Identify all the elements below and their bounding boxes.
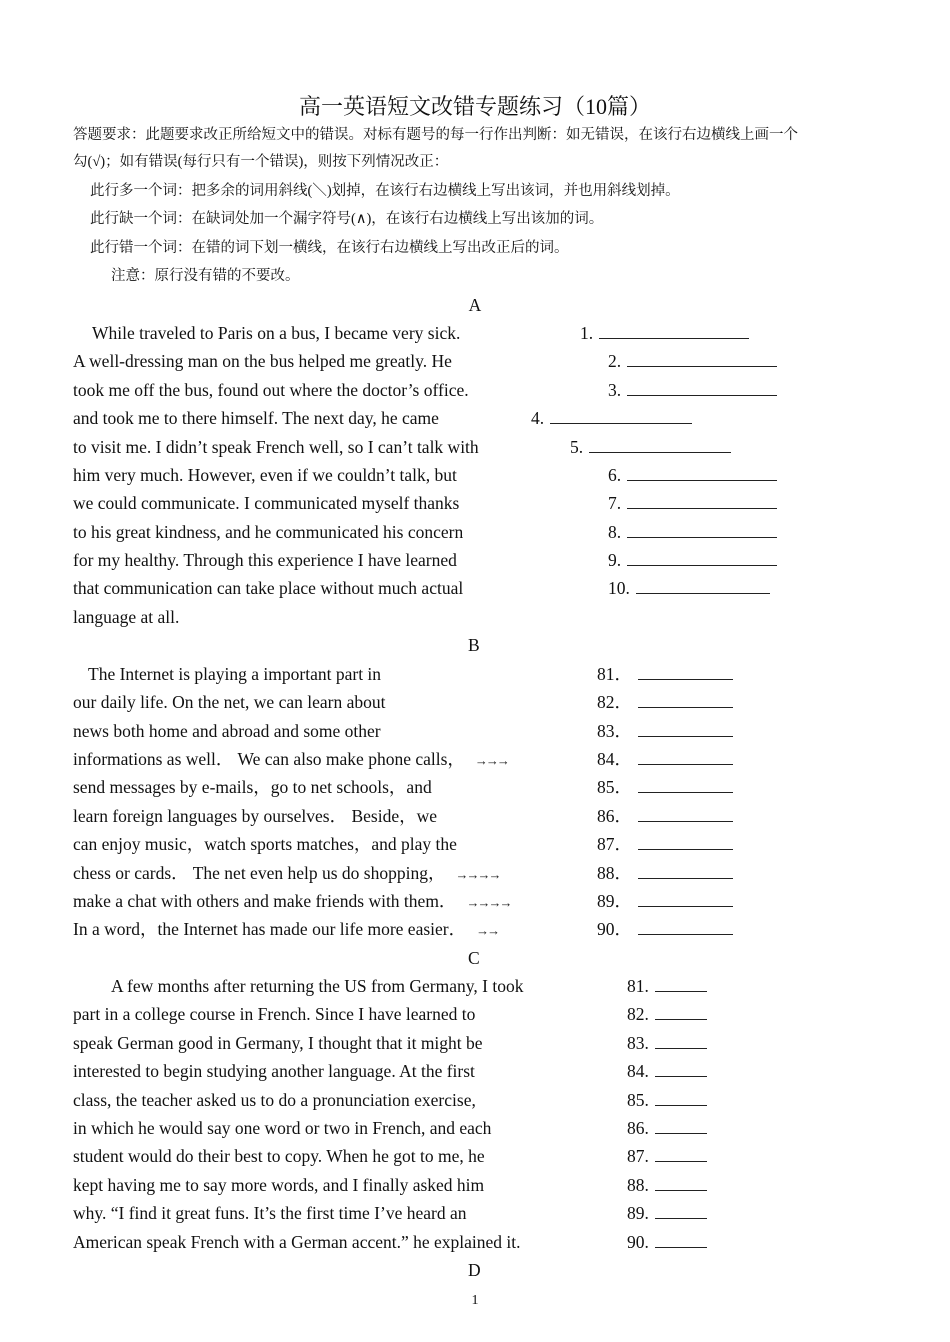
answer-item-b83[interactable] [597,720,733,742]
section-a-line: and took me to there himself. The next day, he came [73,408,439,428]
section-c-line: class, the teacher asked us to do a pronunciation exercise, [73,1090,476,1110]
section-a-line: to his great kindness, and he communicated his concern [73,522,464,542]
arrow-icon: →→→ [474,753,508,768]
answer-item-b81[interactable] [597,663,733,685]
section-a-line: to visit me. I didn’t speak French well, so I can’t talk with [73,437,479,457]
answer-number: 90. [627,1232,649,1252]
answer-number: 10. [608,578,630,598]
answer-number: 1. [580,323,594,343]
section-c-line: speak German good in Germany, I thought that it might be [73,1033,483,1053]
instructions-line-4: 此行缺一个词：在缺词处加一个漏字符号(∧)，在该行右边横线上写出该加的词。 [90,211,604,227]
answer-number: 82. [627,1004,649,1024]
section-a-label: A [468,295,482,315]
answer-number: 9. [608,550,622,570]
answer-item-b88[interactable] [597,862,733,884]
section-b-line-9 [73,890,510,914]
answer-item-c85[interactable] [627,1089,707,1111]
answer-blank[interactable] [638,777,733,793]
section-b-line-8 [73,862,499,886]
section-c-line: kept having me to say more words, and I finally asked him [73,1175,485,1195]
answer-blank[interactable] [627,493,777,509]
arrow-icon: →→→→ [466,895,511,910]
section-c-line: why. “I find it great funs. It’s the first time I’ve heard an [73,1203,467,1223]
answer-number: 3. [608,380,622,400]
answer-number: 82． [597,692,632,712]
answer-blank[interactable] [655,1175,707,1191]
section-a-line: that communication can take place without much actual [73,578,464,598]
answer-number: 4. [531,408,545,428]
answer-number: 84. [627,1061,649,1081]
section-c-line: part in a college course in French. Since I have learned to [73,1004,476,1024]
page-number: 1 [471,1293,479,1308]
answer-blank[interactable] [655,1232,707,1248]
answer-blank[interactable] [638,749,733,765]
section-c-line: in which he would say one word or two in French, and each [73,1118,492,1138]
answer-item-3[interactable] [608,379,777,401]
answer-blank[interactable] [638,834,733,850]
answer-number: 81． [597,664,632,684]
section-b-line: informations as well． We can also make phone calls， [73,749,465,769]
answer-blank[interactable] [589,437,731,453]
answer-blank[interactable] [655,1203,707,1219]
answer-item-b82[interactable] [597,691,733,713]
section-c-line: interested to begin studying another language. At the first [73,1061,475,1081]
section-d-label: D [468,1260,481,1280]
answer-blank[interactable] [627,380,777,396]
answer-item-c87[interactable] [627,1145,707,1167]
section-b-line: chess or cards． The net even help us do shopping， [73,863,446,883]
answer-blank[interactable] [627,550,777,566]
answer-item-b85[interactable] [597,776,733,798]
answer-number: 6. [608,465,622,485]
answer-number: 89. [627,1203,649,1223]
section-b-label: B [468,635,480,655]
answer-blank[interactable] [627,465,777,481]
section-c-line: A few months after returning the US from Germany, I took [111,976,524,996]
section-b-line: news both home and abroad and some other [73,721,381,741]
answer-blank[interactable] [655,1033,707,1049]
arrow-icon: →→ [476,923,499,938]
answer-item-9[interactable] [608,549,777,571]
instructions-note: 注意：原行没有错的不要改。 [111,268,300,284]
section-a-line: him very much. However, even if we couldn’t talk, but [73,465,457,485]
answer-number: 8. [608,522,622,542]
section-c-line: American speak French with a German accent.” he explained it. [73,1232,521,1252]
instructions-line-5: 此行错一个词：在错的词下划一横线，在该行右边横线上写出改正后的词。 [90,240,569,256]
answer-number: 87． [597,834,632,854]
answer-blank[interactable] [599,323,749,339]
answer-blank[interactable] [655,1118,707,1134]
answer-blank[interactable] [655,1004,707,1020]
answer-number: 85． [597,777,632,797]
answer-blank[interactable] [638,721,733,737]
answer-blank[interactable] [638,806,733,822]
section-a-line: A well-dressing man on the bus helped me greatly. He [73,351,452,371]
answer-number: 86. [627,1118,649,1138]
answer-item-c81[interactable] [627,975,707,997]
answer-item-c89[interactable] [627,1202,707,1224]
answer-number: 89． [597,891,632,911]
answer-item-c86[interactable] [627,1117,707,1139]
answer-blank[interactable] [655,1146,707,1162]
answer-item-b89[interactable] [597,890,733,912]
answer-item-8[interactable] [608,521,777,543]
answer-number: 88. [627,1175,649,1195]
arrow-icon: →→→→ [455,867,500,882]
answer-number: 85. [627,1090,649,1110]
answer-number: 86． [597,806,632,826]
answer-item-c82[interactable] [627,1003,707,1025]
section-b-line: make a chat with others and make friends with them． [73,891,457,911]
section-a-line: While traveled to Paris on a bus, I became very sick. [92,323,461,343]
answer-blank[interactable] [655,976,707,992]
answer-number: 83． [597,721,632,741]
answer-item-1[interactable] [580,322,749,344]
answer-blank[interactable] [655,1090,707,1106]
answer-blank[interactable] [638,692,733,708]
section-b-line: send messages by e-mails，go to net schools，and [73,777,432,797]
answer-number: 83. [627,1033,649,1053]
answer-blank[interactable] [636,578,770,594]
instructions-line-3: 此行多一个词：把多余的词用斜线(＼)划掉，在该行右边横线上写出该词，并也用斜线划掉。 [90,183,680,199]
answer-blank[interactable] [638,863,733,879]
answer-item-b84[interactable] [597,748,733,770]
answer-item-c83[interactable] [627,1032,707,1054]
answer-number: 81. [627,976,649,996]
section-b-line: In a word，the Internet has made our life more easier． [73,919,467,939]
answer-item-b86[interactable] [597,805,733,827]
answer-number: 90． [597,919,632,939]
answer-number: 7. [608,493,622,513]
section-a-line: took me off the bus, found out where the doctor’s office. [73,380,469,400]
section-b-line: The Internet is playing a important part in [88,664,382,684]
answer-item-6[interactable] [608,464,777,486]
answer-item-7[interactable] [608,492,777,514]
section-a-line: we could communicate. I communicated myself thanks [73,493,460,513]
answer-blank[interactable] [655,1061,707,1077]
answer-item-4[interactable] [531,407,692,429]
section-b-line: our daily life. On the net, we can learn about [73,692,386,712]
instructions-line-1: 答题要求：此题要求改正所给短文中的错误。对标有题号的每一行作出判断：如无错误，在该行右边横线上画一个 [73,127,798,143]
section-a-line: language at all. [73,607,180,627]
answer-number: 88． [597,863,632,883]
section-b-line: can enjoy music，watch sports matches，and play the [73,834,457,854]
answer-blank[interactable] [627,522,777,538]
answer-blank[interactable] [638,919,733,935]
section-b-line: learn foreign languages by ourselves． Beside，we [73,806,437,826]
section-b-line-4 [73,748,508,772]
page-title: 高一英语短文改错专题练习（10篇） [298,94,651,119]
answer-blank[interactable] [638,664,733,680]
answer-item-2[interactable] [608,350,777,372]
section-a-line: for my healthy. Through this experience I have learned [73,550,457,570]
answer-blank[interactable] [638,891,733,907]
answer-item-c90[interactable] [627,1231,707,1253]
answer-item-10[interactable] [608,577,770,599]
answer-item-b90[interactable] [597,918,733,940]
section-b-line-10 [73,918,498,942]
answer-number: 87. [627,1146,649,1166]
answer-item-b87[interactable] [597,833,733,855]
section-c-line: student would do their best to copy. When he got to me, he [73,1146,485,1166]
section-c-label: C [468,948,480,968]
answer-item-c88[interactable] [627,1174,707,1196]
answer-number: 84． [597,749,632,769]
answer-blank[interactable] [627,351,777,367]
answer-item-c84[interactable] [627,1060,707,1082]
answer-blank[interactable] [550,408,692,424]
answer-number: 2. [608,351,622,371]
answer-item-5[interactable] [570,436,731,458]
answer-number: 5. [570,437,584,457]
instructions-line-2: 勾(√)；如有错误(每行只有一个错误)，则按下列情况改正： [73,154,449,170]
